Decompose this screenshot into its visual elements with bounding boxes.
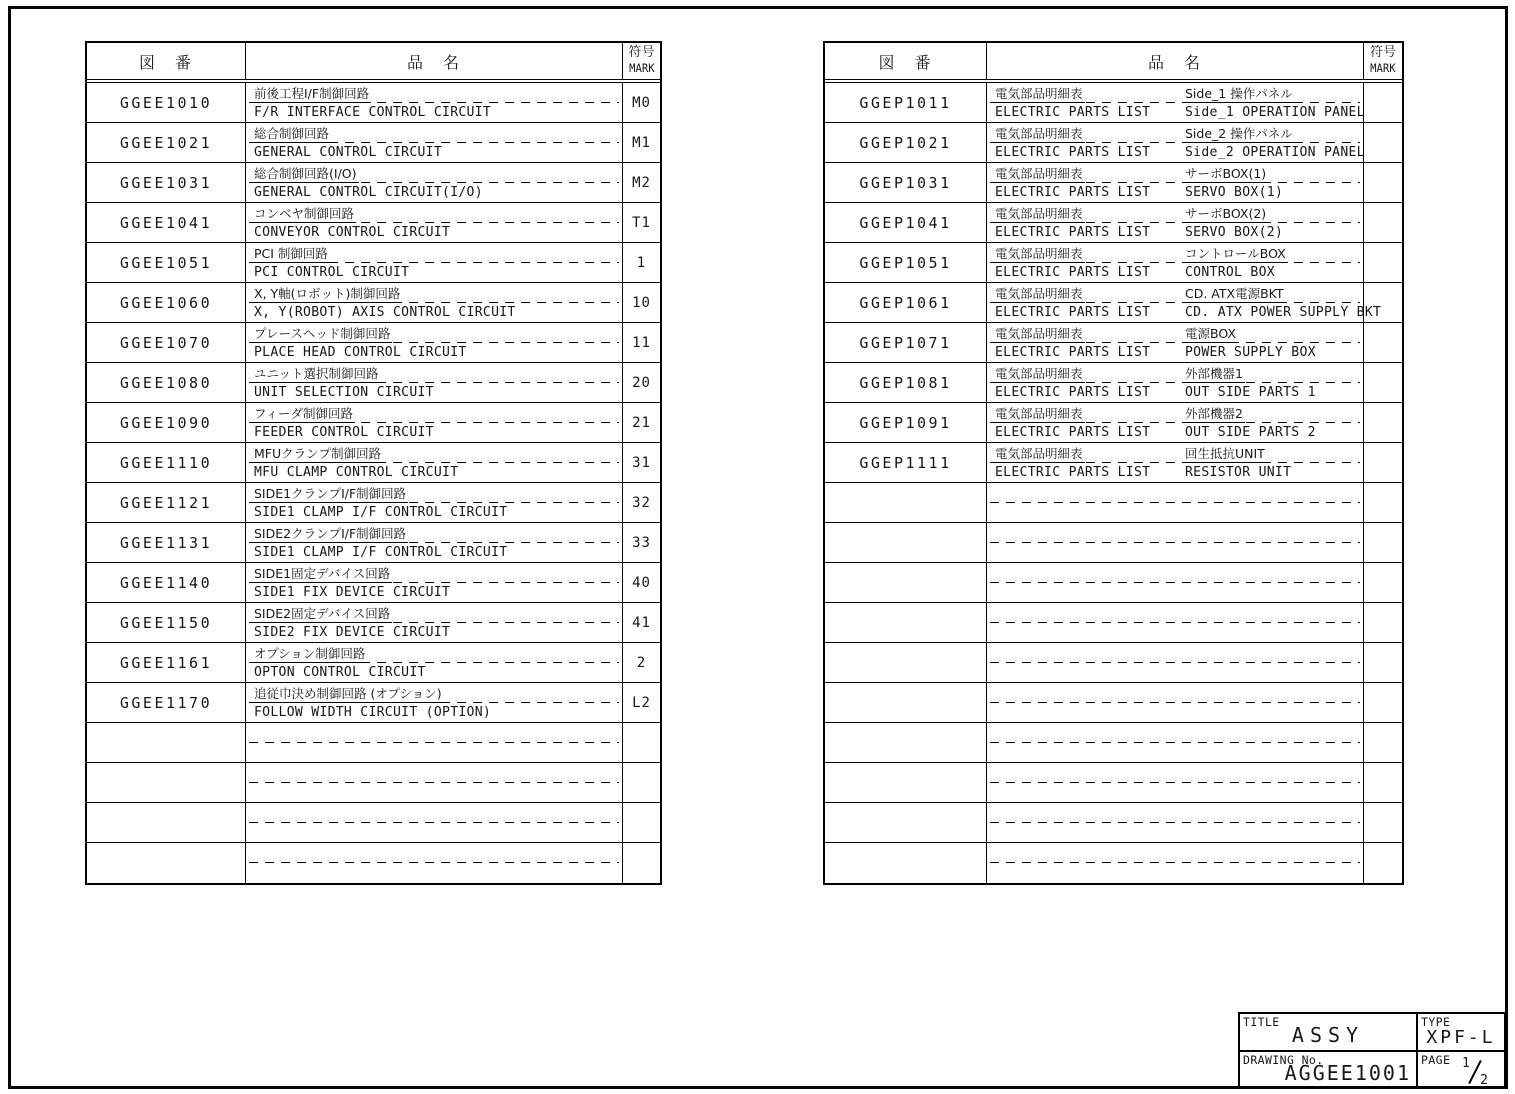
part-name-cell xyxy=(246,203,623,242)
table-row xyxy=(87,123,660,163)
mark-cell xyxy=(623,723,660,762)
drawing-number-cell xyxy=(825,603,987,642)
drawing-number-cell xyxy=(825,523,987,562)
mark-cell: 41 xyxy=(632,614,651,631)
table-body xyxy=(825,83,1402,883)
part-name-japanese: 電気部品明細表 xyxy=(995,446,1083,462)
drawing-number-cell: GGEP1021 xyxy=(825,123,987,162)
part-name-english: FOLLOW WIDTH CIRCUIT (OPTION) xyxy=(254,703,492,720)
table-row xyxy=(825,483,1402,523)
table-row xyxy=(87,403,660,443)
mark-cell xyxy=(1364,483,1402,522)
part-name-japanese: SIDE1クランプI/F制御回路 xyxy=(254,486,407,502)
table-row xyxy=(825,363,1402,403)
part-name-japanese: コンベヤ制御回路 xyxy=(254,206,355,222)
part-name-japanese: オプション制御回路 xyxy=(254,646,366,662)
title-block-title-cell xyxy=(1240,1014,1416,1050)
part-name-cell xyxy=(246,523,623,562)
part-name-english: FEEDER CONTROL CIRCUIT xyxy=(254,423,434,440)
drawing-number-cell: GGEE1131 xyxy=(87,523,246,562)
part-name-japanese: SIDE2クランプI/F制御回路 xyxy=(254,526,407,542)
part-name-english: OPTON CONTROL CIRCUIT xyxy=(254,663,426,680)
part-name-cell xyxy=(246,363,623,402)
drawing-number-cell xyxy=(87,803,246,842)
part-name-cell xyxy=(987,203,1364,242)
col-header-mark-jp: 符号 xyxy=(628,45,655,60)
table-row xyxy=(825,803,1402,843)
part-name-cell xyxy=(987,763,1364,802)
part-name-english: ELECTRIC PARTS LIST xyxy=(995,263,1151,280)
part-name-japanese: 電気部品明細表 xyxy=(995,326,1083,342)
part-name-cell xyxy=(987,803,1364,842)
part-name-english: ELECTRIC PARTS LIST xyxy=(995,383,1151,400)
part-name-english: ELECTRIC PARTS LIST xyxy=(995,223,1151,240)
table-row xyxy=(825,323,1402,363)
part-name-cell xyxy=(987,563,1364,602)
part-name-japanese: プレースヘッド制御回路 xyxy=(254,326,391,342)
part-name-cell xyxy=(987,123,1364,162)
table-row xyxy=(87,723,660,763)
table-row xyxy=(825,283,1402,323)
part-name-cell xyxy=(987,163,1364,202)
part-name-cell xyxy=(246,443,623,482)
mark-cell xyxy=(623,803,660,842)
part-name-cell xyxy=(246,603,623,642)
part-name-japanese: 電気部品明細表 xyxy=(995,246,1083,262)
part-name-cell xyxy=(246,163,623,202)
col-header-mark xyxy=(1364,43,1402,79)
table-header-row xyxy=(825,43,1402,83)
part-name-japanese: MFUクランプ制御回路 xyxy=(254,446,382,462)
part-name-cell xyxy=(246,323,623,362)
drawing-number-cell: GGEE1021 xyxy=(87,123,246,162)
part-name-english: PLACE HEAD CONTROL CIRCUIT xyxy=(254,343,467,360)
table-row xyxy=(825,603,1402,643)
part-name-japanese: 電気部品明細表 xyxy=(995,86,1083,102)
table-row xyxy=(825,203,1402,243)
part-name-english: MFU CLAMP CONTROL CIRCUIT xyxy=(254,463,459,480)
part-subname-english: OUT SIDE PARTS 1 xyxy=(1185,383,1316,400)
part-name-japanese: PCI 制御回路 xyxy=(254,246,328,262)
drawing-number-cell: GGEE1110 xyxy=(87,443,246,482)
dashed-divider-line xyxy=(990,742,1360,743)
table-row xyxy=(825,403,1402,443)
drawing-number-cell: GGEE1161 xyxy=(87,643,246,682)
part-name-cell xyxy=(246,683,623,722)
table-row xyxy=(825,523,1402,563)
col-header-mark xyxy=(623,43,660,79)
mark-cell xyxy=(1364,243,1402,282)
drawing-no-value: AGGEE1001 xyxy=(1284,1061,1411,1085)
col-header-mark-jp: 符号 xyxy=(1369,45,1396,60)
title-block xyxy=(1238,1012,1506,1088)
drawing-number-cell xyxy=(825,843,987,883)
part-name-english: ELECTRIC PARTS LIST xyxy=(995,463,1151,480)
mark-cell xyxy=(1364,83,1402,122)
dashed-divider-line xyxy=(990,662,1360,663)
mark-cell: M0 xyxy=(632,94,651,111)
part-name-japanese: 追従巾決め制御回路 (オプション) xyxy=(254,686,442,702)
table-row xyxy=(87,483,660,523)
col-header-part-name: 品 名 xyxy=(246,43,623,79)
part-name-cell xyxy=(987,723,1364,762)
part-subname-japanese: Side_2 操作パネル xyxy=(1185,126,1293,142)
parts-list-index-table xyxy=(823,41,1404,885)
part-name-japanese: 電気部品明細表 xyxy=(995,206,1083,222)
part-name-cell xyxy=(987,283,1382,322)
part-name-english: PCI CONTROL CIRCUIT xyxy=(254,263,410,280)
table-row xyxy=(825,643,1402,683)
mark-cell: M1 xyxy=(632,134,651,151)
col-header-mark-en: MARK xyxy=(1370,61,1396,75)
table-row xyxy=(87,323,660,363)
col-header-mark-en: MARK xyxy=(628,61,655,75)
mark-cell xyxy=(1364,683,1402,722)
part-subname-japanese: サーボBOX(2) xyxy=(1185,206,1267,222)
mark-cell: 21 xyxy=(632,414,651,431)
drawing-number-cell: GGEP1011 xyxy=(825,83,987,122)
part-subname-english: Side_2 OPERATION PANEL xyxy=(1185,143,1365,160)
table-row xyxy=(87,203,660,243)
title-block-drawing-no-cell xyxy=(1240,1050,1416,1086)
table-row xyxy=(825,563,1402,603)
drawing-number-cell xyxy=(87,763,246,802)
part-name-cell xyxy=(246,843,623,883)
mark-cell xyxy=(1364,203,1402,242)
part-name-japanese: 電気部品明細表 xyxy=(995,126,1083,142)
title-block-page-cell xyxy=(1416,1050,1504,1086)
part-name-english: SIDE1 FIX DEVICE CIRCUIT xyxy=(254,583,451,600)
dashed-divider-line xyxy=(990,542,1360,543)
part-name-english: F/R INTERFACE CONTROL CIRCUIT xyxy=(254,103,492,120)
table-row xyxy=(825,763,1402,803)
mark-cell xyxy=(1364,603,1402,642)
table-row xyxy=(87,843,660,883)
mark-cell xyxy=(1364,123,1402,162)
drawing-number-cell: GGEE1041 xyxy=(87,203,246,242)
part-name-cell xyxy=(246,123,623,162)
type-label: TYPE xyxy=(1421,1015,1451,1029)
drawing-number-cell: GGEE1090 xyxy=(87,403,246,442)
part-name-japanese: 電気部品明細表 xyxy=(995,366,1083,382)
drawing-no-label: DRAWING No. xyxy=(1243,1053,1324,1067)
part-subname-english: POWER SUPPLY BOX xyxy=(1185,343,1316,360)
part-name-japanese: 電気部品明細表 xyxy=(995,406,1083,422)
part-name-cell xyxy=(246,403,623,442)
part-name-english: ELECTRIC PARTS LIST xyxy=(995,183,1151,200)
table-body xyxy=(87,83,660,883)
part-name-japanese: 前後工程I/F制御回路 xyxy=(254,86,370,102)
part-subname-japanese: CD. ATX電源BKT xyxy=(1185,286,1284,302)
col-header-part-name: 品 名 xyxy=(987,43,1364,79)
part-name-english: SIDE2 FIX DEVICE CIRCUIT xyxy=(254,623,451,640)
title-label: TITLE xyxy=(1243,1015,1280,1029)
part-name-cell xyxy=(987,603,1364,642)
table-row xyxy=(825,123,1402,163)
part-name-japanese: 電気部品明細表 xyxy=(995,286,1083,302)
mark-cell xyxy=(1364,803,1402,842)
title-value: ASSY xyxy=(1291,1023,1365,1047)
mark-cell: T1 xyxy=(632,214,651,231)
drawing-number-cell xyxy=(825,563,987,602)
part-name-english: ELECTRIC PARTS LIST xyxy=(995,343,1151,360)
dashed-divider-line xyxy=(249,742,619,743)
mark-cell xyxy=(623,763,660,802)
part-name-cell xyxy=(987,443,1364,482)
mark-cell: M2 xyxy=(632,174,651,191)
table-row xyxy=(87,83,660,123)
part-name-japanese: 電気部品明細表 xyxy=(995,166,1083,182)
part-subname-english: CD. ATX POWER SUPPLY BKT xyxy=(1185,303,1382,320)
circuit-index-table xyxy=(85,41,662,885)
drawing-number-cell xyxy=(825,483,987,522)
mark-cell xyxy=(1364,323,1402,362)
table-row xyxy=(87,803,660,843)
drawing-number-cell: GGEE1070 xyxy=(87,323,246,362)
mark-cell: 10 xyxy=(632,294,651,311)
drawing-number-cell xyxy=(825,643,987,682)
mark-cell xyxy=(1364,643,1402,682)
table-row xyxy=(825,163,1402,203)
drawing-number-cell: GGEP1091 xyxy=(825,403,987,442)
drawing-number-cell: GGEP1081 xyxy=(825,363,987,402)
drawing-number-cell: GGEP1051 xyxy=(825,243,987,282)
part-name-cell xyxy=(987,243,1364,282)
drawing-number-cell: GGEP1071 xyxy=(825,323,987,362)
part-name-english: UNIT SELECTION CIRCUIT xyxy=(254,383,434,400)
part-name-english: SIDE1 CLAMP I/F CONTROL CIRCUIT xyxy=(254,503,508,520)
table-row xyxy=(87,683,660,723)
part-name-cell xyxy=(246,483,623,522)
drawing-number-cell xyxy=(825,723,987,762)
page-denominator: 2 xyxy=(1480,1073,1488,1088)
part-name-english: ELECTRIC PARTS LIST xyxy=(995,303,1151,320)
mark-cell: 31 xyxy=(632,454,651,471)
dashed-divider-line xyxy=(990,822,1360,823)
part-subname-english: SERVO BOX(1) xyxy=(1185,183,1284,200)
part-subname-english: RESISTOR UNIT xyxy=(1185,463,1292,480)
page-number-fraction xyxy=(1462,1058,1488,1086)
part-subname-japanese: 電源BOX xyxy=(1185,326,1236,342)
part-subname-japanese: コントロールBOX xyxy=(1185,246,1286,262)
part-name-english: ELECTRIC PARTS LIST xyxy=(995,143,1151,160)
mark-cell: 1 xyxy=(636,254,647,271)
drawing-number-cell xyxy=(87,843,246,883)
part-name-cell xyxy=(987,83,1364,122)
mark-cell xyxy=(623,843,660,883)
dashed-divider-line xyxy=(990,622,1360,623)
part-name-japanese: ユニット選択制御回路 xyxy=(254,366,379,382)
drawing-number-cell: GGEE1010 xyxy=(87,83,246,122)
dashed-divider-line xyxy=(249,862,619,863)
table-row xyxy=(87,563,660,603)
drawing-number-cell: GGEE1080 xyxy=(87,363,246,402)
drawing-number-cell: GGEP1111 xyxy=(825,443,987,482)
table-row xyxy=(87,523,660,563)
mark-cell: 2 xyxy=(636,654,647,671)
drawing-number-cell: GGEP1031 xyxy=(825,163,987,202)
part-subname-english: SERVO BOX(2) xyxy=(1185,223,1284,240)
dashed-divider-line xyxy=(249,782,619,783)
type-value: XPF-L xyxy=(1426,1027,1496,1048)
part-name-cell xyxy=(246,243,623,282)
table-row xyxy=(825,723,1402,763)
part-name-japanese: SIDE1固定デバイス回路 xyxy=(254,566,391,582)
part-name-cell xyxy=(246,563,623,602)
mark-cell xyxy=(1364,763,1402,802)
mark-cell xyxy=(1364,403,1402,442)
part-name-english: CONVEYOR CONTROL CIRCUIT xyxy=(254,223,451,240)
drawing-number-cell xyxy=(825,683,987,722)
drawing-number-cell xyxy=(87,723,246,762)
part-subname-japanese: 外部機器1 xyxy=(1185,366,1243,382)
part-name-cell xyxy=(987,363,1364,402)
part-subname-english: OUT SIDE PARTS 2 xyxy=(1185,423,1316,440)
part-name-cell xyxy=(987,523,1364,562)
part-subname-japanese: 外部機器2 xyxy=(1185,406,1243,422)
part-name-japanese: フィーダ制御回路 xyxy=(254,406,354,422)
mark-cell: 32 xyxy=(632,494,651,511)
page-numerator: 1 xyxy=(1462,1056,1470,1071)
dashed-divider-line xyxy=(990,502,1360,503)
table-header-row xyxy=(87,43,660,83)
mark-cell: 20 xyxy=(632,374,651,391)
part-name-cell xyxy=(987,403,1364,442)
mark-cell xyxy=(1364,523,1402,562)
drawing-number-cell xyxy=(825,763,987,802)
drawing-number-cell xyxy=(825,803,987,842)
part-subname-english: Side_1 OPERATION PANEL xyxy=(1185,103,1365,120)
part-name-japanese: 総合制御回路 xyxy=(254,126,330,142)
table-row xyxy=(87,163,660,203)
table-row xyxy=(825,843,1402,883)
part-name-english: ELECTRIC PARTS LIST xyxy=(995,103,1151,120)
table-row xyxy=(87,763,660,803)
table-row xyxy=(87,283,660,323)
drawing-number-cell: GGEE1060 xyxy=(87,283,246,322)
table-row xyxy=(825,443,1402,483)
part-name-english: GENERAL CONTROL CIRCUIT(I/O) xyxy=(254,183,483,200)
table-row xyxy=(825,83,1402,123)
part-name-cell xyxy=(246,763,623,802)
mark-cell xyxy=(1364,563,1402,602)
part-name-english: SIDE1 CLAMP I/F CONTROL CIRCUIT xyxy=(254,543,508,560)
table-row xyxy=(87,443,660,483)
part-name-english: X, Y(ROBOT) AXIS CONTROL CIRCUIT xyxy=(254,303,516,320)
part-name-cell xyxy=(246,283,623,322)
table-row xyxy=(87,363,660,403)
drawing-number-cell: GGEP1061 xyxy=(825,283,987,322)
mark-cell: L2 xyxy=(632,694,651,711)
drawing-number-cell: GGEP1041 xyxy=(825,203,987,242)
dashed-divider-line xyxy=(990,702,1360,703)
table-row xyxy=(825,243,1402,283)
part-name-cell xyxy=(246,803,623,842)
mark-cell xyxy=(1364,163,1402,202)
dashed-divider-line xyxy=(990,582,1360,583)
part-name-cell xyxy=(987,843,1364,883)
col-header-drawing-number: 図 番 xyxy=(825,43,987,79)
table-row xyxy=(825,683,1402,723)
col-header-drawing-number: 図 番 xyxy=(87,43,246,79)
table-row xyxy=(87,243,660,283)
part-name-cell xyxy=(987,643,1364,682)
part-subname-japanese: Side_1 操作パネル xyxy=(1185,86,1293,102)
drawing-number-cell: GGEE1140 xyxy=(87,563,246,602)
drawing-number-cell: GGEE1031 xyxy=(87,163,246,202)
mark-cell: 33 xyxy=(632,534,651,551)
page-label: PAGE xyxy=(1421,1053,1451,1067)
part-name-japanese: 総合制御回路(I/O) xyxy=(254,166,357,182)
title-block-type-cell xyxy=(1416,1014,1504,1050)
mark-cell: 40 xyxy=(632,574,651,591)
drawing-number-cell: GGEE1150 xyxy=(87,603,246,642)
mark-cell xyxy=(1364,443,1402,482)
part-subname-japanese: サーボBOX(1) xyxy=(1185,166,1267,182)
part-name-cell xyxy=(246,83,623,122)
part-subname-english: CONTROL BOX xyxy=(1185,263,1275,280)
table-row xyxy=(87,603,660,643)
mark-cell: 11 xyxy=(632,334,651,351)
drawing-number-cell: GGEE1051 xyxy=(87,243,246,282)
part-name-cell xyxy=(987,483,1364,522)
mark-cell xyxy=(1364,723,1402,762)
part-name-japanese: SIDE2固定デバイス回路 xyxy=(254,606,391,622)
mark-cell xyxy=(1364,363,1402,402)
dashed-divider-line xyxy=(990,782,1360,783)
part-name-cell xyxy=(246,723,623,762)
part-name-english: ELECTRIC PARTS LIST xyxy=(995,423,1151,440)
dashed-divider-line xyxy=(249,822,619,823)
part-name-english: GENERAL CONTROL CIRCUIT xyxy=(254,143,443,160)
part-subname-japanese: 回生抵抗UNIT xyxy=(1185,446,1265,462)
part-name-cell xyxy=(987,323,1364,362)
part-name-cell xyxy=(987,683,1364,722)
table-row xyxy=(87,643,660,683)
part-name-japanese: X, Y軸(ロボット)制御回路 xyxy=(254,286,401,302)
drawing-number-cell: GGEE1121 xyxy=(87,483,246,522)
dashed-divider-line xyxy=(990,862,1360,863)
drawing-number-cell: GGEE1170 xyxy=(87,683,246,722)
part-name-cell xyxy=(246,643,623,682)
mark-cell xyxy=(1364,843,1402,883)
